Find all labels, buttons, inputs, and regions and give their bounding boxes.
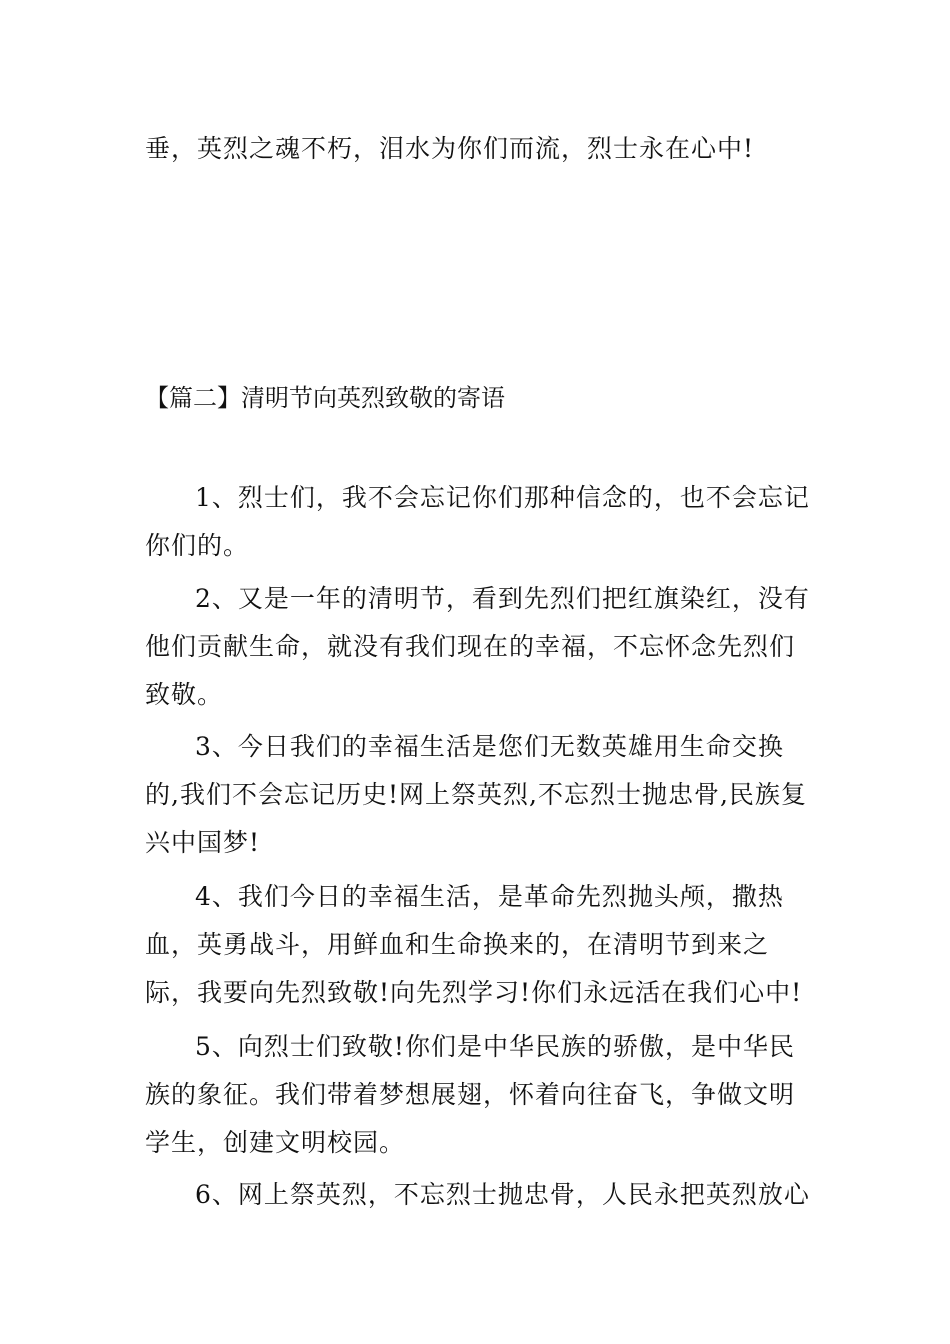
list-item [145, 575, 815, 719]
list-item [145, 474, 815, 570]
list-item-text: 6、网上祭英烈，不忘烈士抛忠骨，人民永把英烈放心 [195, 1180, 810, 1209]
list-item [145, 873, 815, 1017]
list-item-text: 1、烈士们，我不会忘记你们那种信念的，也不会忘记你们的。 [145, 483, 810, 560]
list-item [145, 1023, 815, 1167]
list-item-text: 5、向烈士们致敬!你们是中华民族的骄傲，是中华民族的象征。我们带着梦想展翅，怀着向往奋飞，争做文明学生，创建文明校园。 [145, 1032, 796, 1157]
list-item-text: 4、我们今日的幸福生活，是革命先烈抛头颅，撒热血，英勇战斗，用鲜血和生命换来的，在清明节到来之际，我要向先烈致敬!向先烈学习!你们永远活在我们心中! [145, 882, 803, 1007]
section-title: 【篇二】清明节向英烈致敬的寄语 [145, 384, 505, 412]
list-item-text: 2、又是一年的清明节，看到先烈们把红旗染红，没有他们贡献生命，就没有我们现在的幸福，不忘怀念先烈们致敬。 [145, 584, 810, 709]
list-item-text: 3、今日我们的幸福生活是您们无数英雄用生命交换的,我们不会忘记历史!网上祭英烈,不忘烈士抛忠骨,民族复兴中国梦! [145, 732, 807, 857]
list-item [145, 1171, 815, 1219]
continuation-text: 垂，英烈之魂不朽，泪水为你们而流，烈士永在心中! [145, 134, 755, 163]
list-item [145, 723, 815, 867]
